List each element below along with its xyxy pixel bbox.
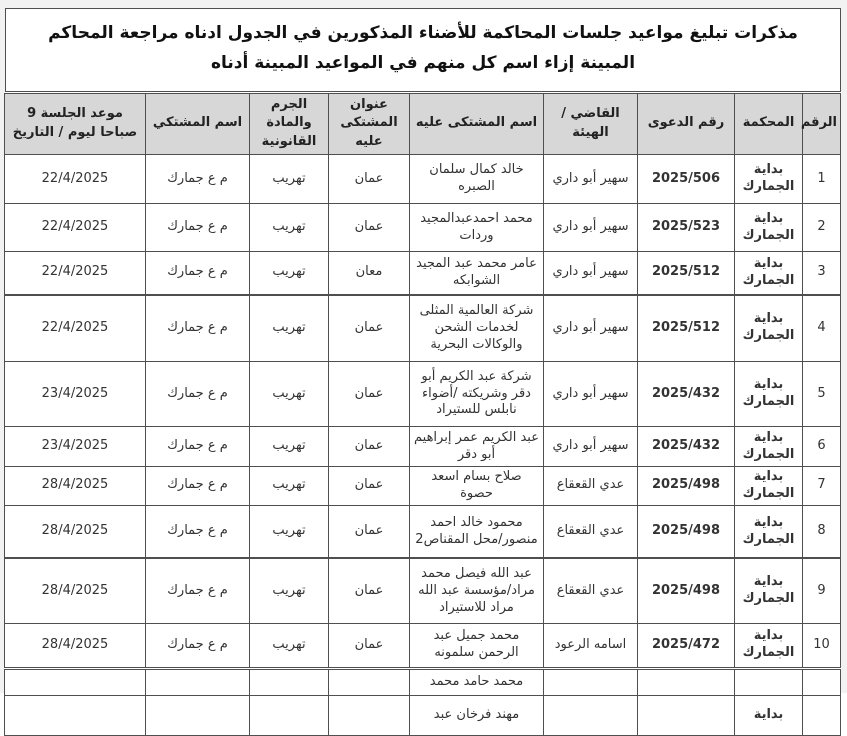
cell-address: [329, 695, 410, 735]
cell-crime: [250, 695, 329, 735]
cell-defendant: محمود خالد احمد منصور/محل المقناص2: [410, 505, 544, 558]
cell-court: بداية الجمارك: [735, 362, 803, 427]
cell-judge: عدي القعقاع: [544, 558, 638, 623]
table-row: [5, 252, 841, 295]
table-row: [5, 558, 841, 623]
cell-judge: سهير أبو داري: [544, 204, 638, 252]
cell-complainant: م ع جمارك: [146, 427, 250, 467]
cell-judge: سهير أبو داري: [544, 252, 638, 295]
cell-date: 22/4/2025: [5, 295, 146, 362]
column-header-date: موعد الجلسة 9 صباحا ليوم / التاريخ: [5, 93, 146, 155]
cell-judge: سهير أبو داري: [544, 155, 638, 204]
table-header: [5, 93, 841, 155]
cell-defendant: محمد حامد محمد: [410, 668, 544, 695]
cell-date: 23/4/2025: [5, 427, 146, 467]
cell-date: 28/4/2025: [5, 467, 146, 506]
cell-address: عمان: [329, 295, 410, 362]
cell-complainant: م ع جمارك: [146, 623, 250, 668]
cell-complainant: [146, 695, 250, 735]
cell-court: بداية الجمارك: [735, 204, 803, 252]
cell-address: عمان: [329, 362, 410, 427]
table-row: [5, 362, 841, 427]
cell-date: 28/4/2025: [5, 623, 146, 668]
cell-court: بداية الجمارك: [735, 505, 803, 558]
cell-case_no: 2025/512: [638, 295, 735, 362]
cell-num: 8: [803, 505, 841, 558]
cell-complainant: م ع جمارك: [146, 204, 250, 252]
cell-num: 2: [803, 204, 841, 252]
cell-date: 23/4/2025: [5, 362, 146, 427]
cell-address: عمان: [329, 623, 410, 668]
hearings-table: [4, 93, 841, 736]
column-header-defendant: اسم المشتكى عليه: [410, 93, 544, 155]
cell-address: عمان: [329, 505, 410, 558]
cell-num: 4: [803, 295, 841, 362]
cell-court: بداية الجمارك: [735, 467, 803, 506]
cell-judge: [544, 695, 638, 735]
cell-complainant: م ع جمارك: [146, 467, 250, 506]
header-row: [5, 93, 841, 155]
cell-complainant: م ع جمارك: [146, 558, 250, 623]
cell-case_no: 2025/523: [638, 204, 735, 252]
cell-date: [5, 695, 146, 735]
cell-judge: [544, 668, 638, 695]
cell-crime: تهريب: [250, 558, 329, 623]
cell-date: 22/4/2025: [5, 155, 146, 204]
notice-sheet: [5, 8, 841, 736]
cell-date: [5, 668, 146, 695]
cell-defendant: صلاح بسام اسعد حصوة: [410, 467, 544, 506]
cell-case_no: 2025/432: [638, 362, 735, 427]
cell-crime: تهريب: [250, 467, 329, 506]
cell-case_no: 2025/498: [638, 558, 735, 623]
document-title: مذكرات تبليغ مواعيد جلسات المحاكمة للأضناء المذكورين في الجدول ادناه مراجعة المحاكم المبينة إزاء اسم كل منهم في المواعيد المبينة أدناه: [5, 8, 841, 92]
table-row: [5, 155, 841, 204]
cell-defendant: عامر محمد عبد المجيد الشوابكه: [410, 252, 544, 295]
cell-complainant: [146, 668, 250, 695]
cell-defendant: محمد جميل عبد الرحمن سلمونه: [410, 623, 544, 668]
cell-address: [329, 668, 410, 695]
cell-judge: عدي القعقاع: [544, 467, 638, 506]
cell-date: 22/4/2025: [5, 252, 146, 295]
column-header-court: المحكمة: [735, 93, 803, 155]
table-row: [5, 695, 841, 735]
table-row: [5, 204, 841, 252]
cell-judge: سهير أبو داري: [544, 427, 638, 467]
table-row: [5, 467, 841, 506]
cell-defendant: شركة عبد الكريم أبو دقر وشريكته /أضواء نابلس للستيراد: [410, 362, 544, 427]
cell-case_no: [638, 668, 735, 695]
cell-case_no: [638, 695, 735, 735]
cell-judge: عدي القعقاع: [544, 505, 638, 558]
cell-case_no: 2025/512: [638, 252, 735, 295]
cell-complainant: م ع جمارك: [146, 155, 250, 204]
cell-court: [735, 668, 803, 695]
table-row: [5, 668, 841, 695]
cell-num: 7: [803, 467, 841, 506]
cell-defendant: عبد الكريم عمر إبراهيم أبو دقر: [410, 427, 544, 467]
cell-crime: تهريب: [250, 623, 329, 668]
table-row: [5, 505, 841, 558]
cell-defendant: شركة العالمية المثلى لخدمات الشحن والوكالات البحرية: [410, 295, 544, 362]
cell-complainant: م ع جمارك: [146, 505, 250, 558]
column-header-address: عنوان المشتكى عليه: [329, 93, 410, 155]
cell-court: بداية الجمارك: [735, 252, 803, 295]
cell-num: 5: [803, 362, 841, 427]
cell-complainant: م ع جمارك: [146, 362, 250, 427]
column-header-crime: الجرم والمادة القانونية: [250, 93, 329, 155]
table-row: [5, 623, 841, 668]
cell-num: 1: [803, 155, 841, 204]
cell-crime: تهريب: [250, 155, 329, 204]
table-row: [5, 295, 841, 362]
cell-court: بداية الجمارك: [735, 295, 803, 362]
cell-address: عمان: [329, 204, 410, 252]
cell-num: 9: [803, 558, 841, 623]
cell-crime: تهريب: [250, 295, 329, 362]
cell-crime: تهريب: [250, 252, 329, 295]
cell-crime: تهريب: [250, 204, 329, 252]
cell-address: عمان: [329, 427, 410, 467]
cell-judge: سهير أبو داري: [544, 362, 638, 427]
cell-date: 28/4/2025: [5, 558, 146, 623]
table-body: [5, 155, 841, 736]
cell-date: 22/4/2025: [5, 204, 146, 252]
cell-court: بداية الجمارك: [735, 155, 803, 204]
cell-defendant: عبد الله فيصل محمد مراد/مؤسسة عبد الله مراد للاستيراد: [410, 558, 544, 623]
cell-complainant: م ع جمارك: [146, 295, 250, 362]
cell-defendant: محمد احمدعبدالمجيد وردات: [410, 204, 544, 252]
column-header-judge: القاضي / الهيئة: [544, 93, 638, 155]
cell-case_no: 2025/432: [638, 427, 735, 467]
cell-crime: [250, 668, 329, 695]
cell-num: 3: [803, 252, 841, 295]
cell-num: [803, 668, 841, 695]
cell-case_no: 2025/472: [638, 623, 735, 668]
cell-case_no: 2025/498: [638, 467, 735, 506]
cell-num: 6: [803, 427, 841, 467]
cell-address: عمان: [329, 155, 410, 204]
cell-judge: اسامه الرعود: [544, 623, 638, 668]
cell-num: 10: [803, 623, 841, 668]
cell-defendant: خالد كمال سلمان الصبره: [410, 155, 544, 204]
cell-address: معان: [329, 252, 410, 295]
cell-num: [803, 695, 841, 735]
cell-court: بداية: [735, 695, 803, 735]
column-header-num: الرقم: [803, 93, 841, 155]
cell-date: 28/4/2025: [5, 505, 146, 558]
cell-court: بداية الجمارك: [735, 623, 803, 668]
cell-crime: تهريب: [250, 427, 329, 467]
cell-crime: تهريب: [250, 362, 329, 427]
cell-complainant: م ع جمارك: [146, 252, 250, 295]
column-header-complainant: اسم المشتكي: [146, 93, 250, 155]
cell-address: عمان: [329, 558, 410, 623]
cell-defendant: مهند فرخان عبد: [410, 695, 544, 735]
table-row: [5, 427, 841, 467]
cell-crime: تهريب: [250, 505, 329, 558]
cell-court: بداية الجمارك: [735, 558, 803, 623]
cell-address: عمان: [329, 467, 410, 506]
column-header-case_no: رقم الدعوى: [638, 93, 735, 155]
cell-case_no: 2025/498: [638, 505, 735, 558]
page-top-margin: [0, 0, 847, 8]
cell-judge: سهير أبو داري: [544, 295, 638, 362]
cell-court: بداية الجمارك: [735, 427, 803, 467]
cell-case_no: 2025/506: [638, 155, 735, 204]
